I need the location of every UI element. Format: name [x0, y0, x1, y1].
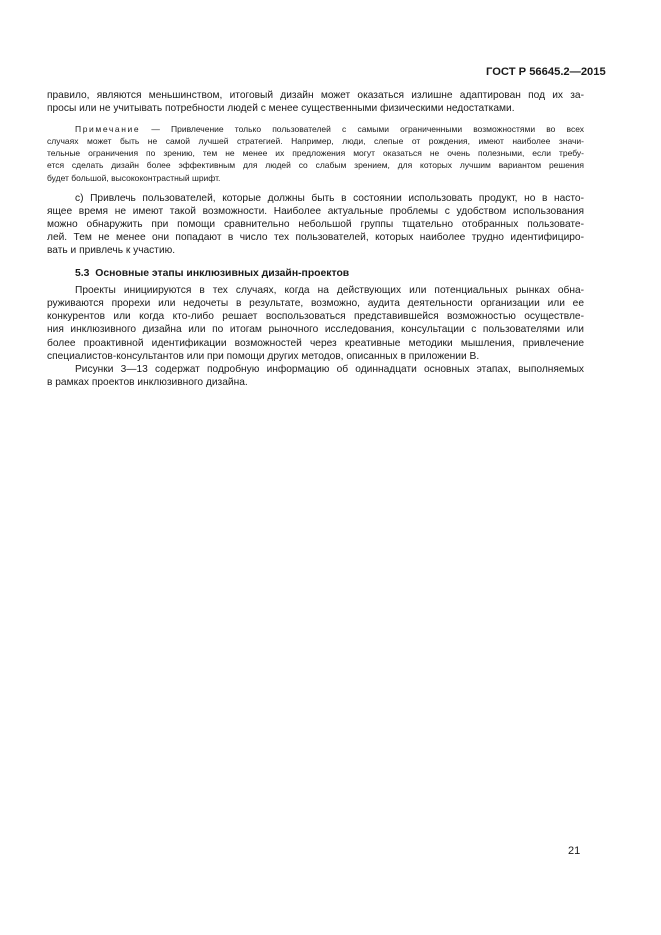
text-line: конкурентов или когда кто-либо решает воспользоваться представившейся возможностью осуществле- [47, 311, 584, 323]
page-number: 21 [568, 845, 581, 857]
section-heading [47, 267, 584, 280]
text-line: c) Привлечь пользователей, которые должны быть в состоянии использовать продукт, но в насто- [75, 192, 584, 204]
section-paragraph [47, 363, 584, 389]
text-line: в рамках проектов инклюзивного дизайна. [47, 376, 248, 388]
note-first-line [47, 123, 584, 135]
text-line: вать и привлечь к участию. [47, 245, 176, 257]
paragraph-continuation [47, 89, 584, 115]
note-first-line-text: — Привлечение только пользователей с самыми ограниченными возможностями во всех [140, 124, 584, 135]
note-line: случаях может быть не самой лучшей стратегией. Например, люди, слепые от рождения, имеют наиболее значи- [47, 136, 584, 147]
text-line: Рисунки 3—13 содержат подробную информацию об одиннадцати основных этапах, выполняемых [75, 363, 584, 375]
note-label: Примечание [75, 124, 141, 135]
document-standard-header: ГОСТ Р 56645.2—2015 [486, 66, 606, 78]
note-line: будет большой, высококонтрастный шрифт. [47, 172, 221, 183]
text-line: можно обнаружить при помощи сравнительно небольшой группы тщательно отобранных пользовате- [47, 218, 584, 230]
document-body [47, 89, 584, 389]
list-item-c [47, 192, 584, 257]
text-line: лей. Тем не менее они попадают в число тех пользователей, которых наиболее трудно идентифициро- [47, 231, 584, 243]
note-line: ется сделать дизайн более эффективным для людей со слабым зрением, для которых лучшим вариантом решения [47, 160, 584, 171]
section-paragraph [47, 284, 584, 363]
text-line: более проактивной идентификации возможностей через креативные методики мышления, привлечение [47, 337, 584, 349]
text-line: правило, являются меньшинством, итоговый дизайн может оказаться излишне адаптирован под их за- [47, 90, 584, 101]
text-line: специалистов-консультантов или при помощи других методов, описанных в приложении В. [47, 350, 480, 362]
text-line: просы или не учитывать потребности людей с менее существенными физическими недостатками. [47, 103, 515, 115]
section-title: Основные этапы инклюзивных дизайн-проектов [95, 268, 350, 280]
text-line: ящее время не имеют такой возможности. Наиболее актуальные проблемы с удобством использования [47, 205, 584, 217]
text-line: руживаются прорехи или недочеты в результате, возможно, аудита деятельности организации или ее [47, 298, 584, 310]
section-number: 5.3 [75, 268, 90, 280]
text-line: ния инклюзивного дизайна или по итогам рыночного исследования, консультации с пользователями или [47, 324, 584, 336]
text-line: Проекты инициируются в тех случаях, когда на действующих или потенциальных рынках обна- [75, 285, 584, 297]
note-block [47, 123, 584, 183]
note-line: тельные ограничения по зрению, тем не менее их предложения могут оказаться не очень полезными, если требу- [47, 148, 584, 159]
